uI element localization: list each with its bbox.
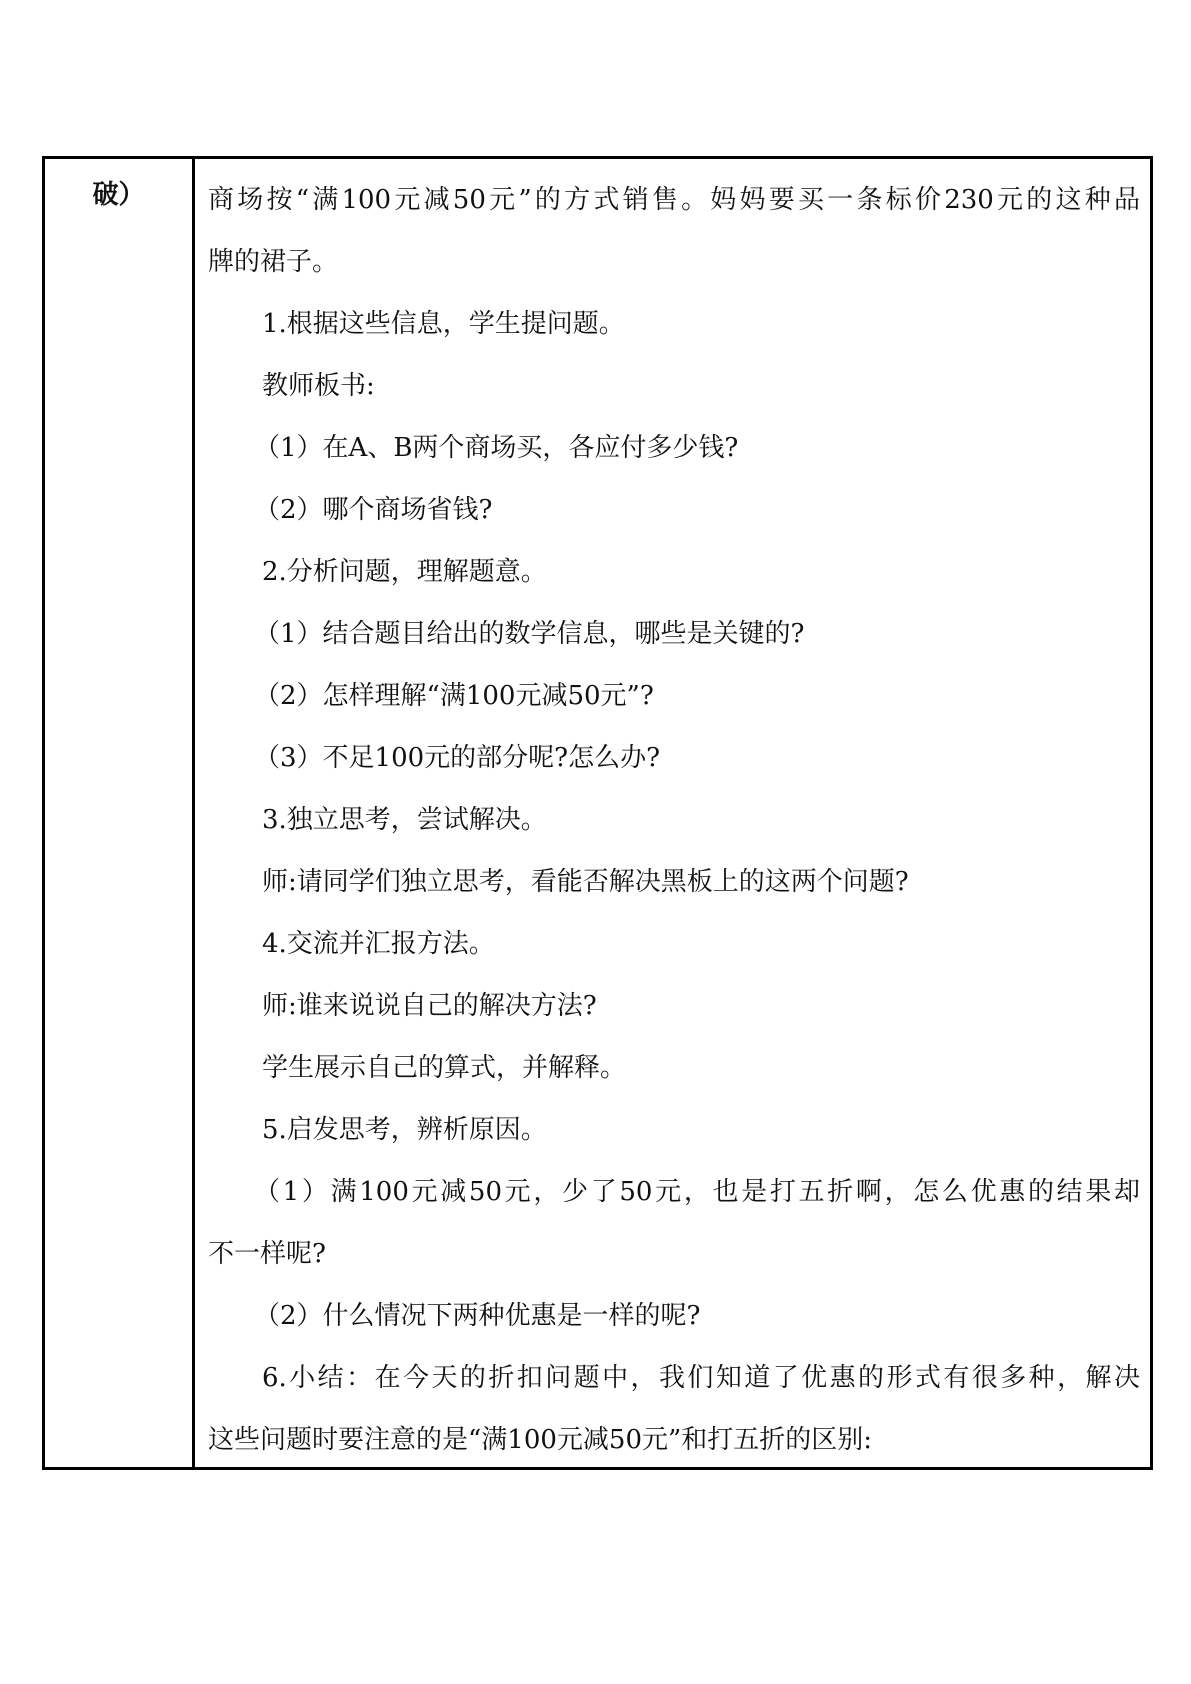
step-heading: 3.独立思考，尝试解决。 bbox=[262, 805, 547, 835]
paragraph-line: 商场按“满100元减50元”的方式销售。妈妈要买一条标价230元的这种品 bbox=[208, 185, 1140, 215]
step-heading: 5.启发思考，辨析原因。 bbox=[262, 1115, 547, 1145]
paragraph-line: 学生展示自己的算式，并解释。 bbox=[262, 1053, 627, 1083]
paragraph-line: 师:请同学们独立思考，看能否解决黑板上的这两个问题? bbox=[262, 867, 909, 897]
paragraph-line: 教师板书: bbox=[262, 371, 375, 401]
step-heading: 4.交流并汇报方法。 bbox=[262, 929, 495, 959]
step-heading: 6.小结：在今天的折扣问题中，我们知道了优惠的形式有很多种，解决 bbox=[262, 1363, 1140, 1393]
paragraph-line: 牌的裙子。 bbox=[208, 247, 339, 277]
question-item: （2）哪个商场省钱? bbox=[254, 495, 493, 525]
paragraph-line: 不一样呢? bbox=[208, 1239, 326, 1269]
question-item: （2）什么情况下两种优惠是一样的呢? bbox=[254, 1301, 701, 1331]
section-label: 破） bbox=[92, 180, 145, 210]
paragraph-line: 这些问题时要注意的是“满100元减50元”和打五折的区别: bbox=[208, 1425, 873, 1455]
lesson-table bbox=[42, 156, 1153, 1470]
question-item: （2）怎样理解“满100元减50元”? bbox=[254, 681, 654, 711]
question-item: （1）结合题目给出的数学信息，哪些是关键的? bbox=[254, 619, 805, 649]
step-heading: 1.根据这些信息，学生提问题。 bbox=[262, 309, 625, 339]
step-heading: 2.分析问题，理解题意。 bbox=[262, 557, 547, 587]
paragraph-line: 师:谁来说说自己的解决方法? bbox=[262, 991, 597, 1021]
section-label-cell bbox=[45, 159, 192, 1467]
question-item: （3）不足100元的部分呢?怎么办? bbox=[254, 743, 661, 773]
question-item: （1）在A、B两个商场买，各应付多少钱? bbox=[254, 433, 739, 463]
lesson-content-cell bbox=[195, 159, 1150, 1467]
question-item: （1）满100元减50元，少了50元，也是打五折啊，怎么优惠的结果却 bbox=[254, 1177, 1140, 1207]
